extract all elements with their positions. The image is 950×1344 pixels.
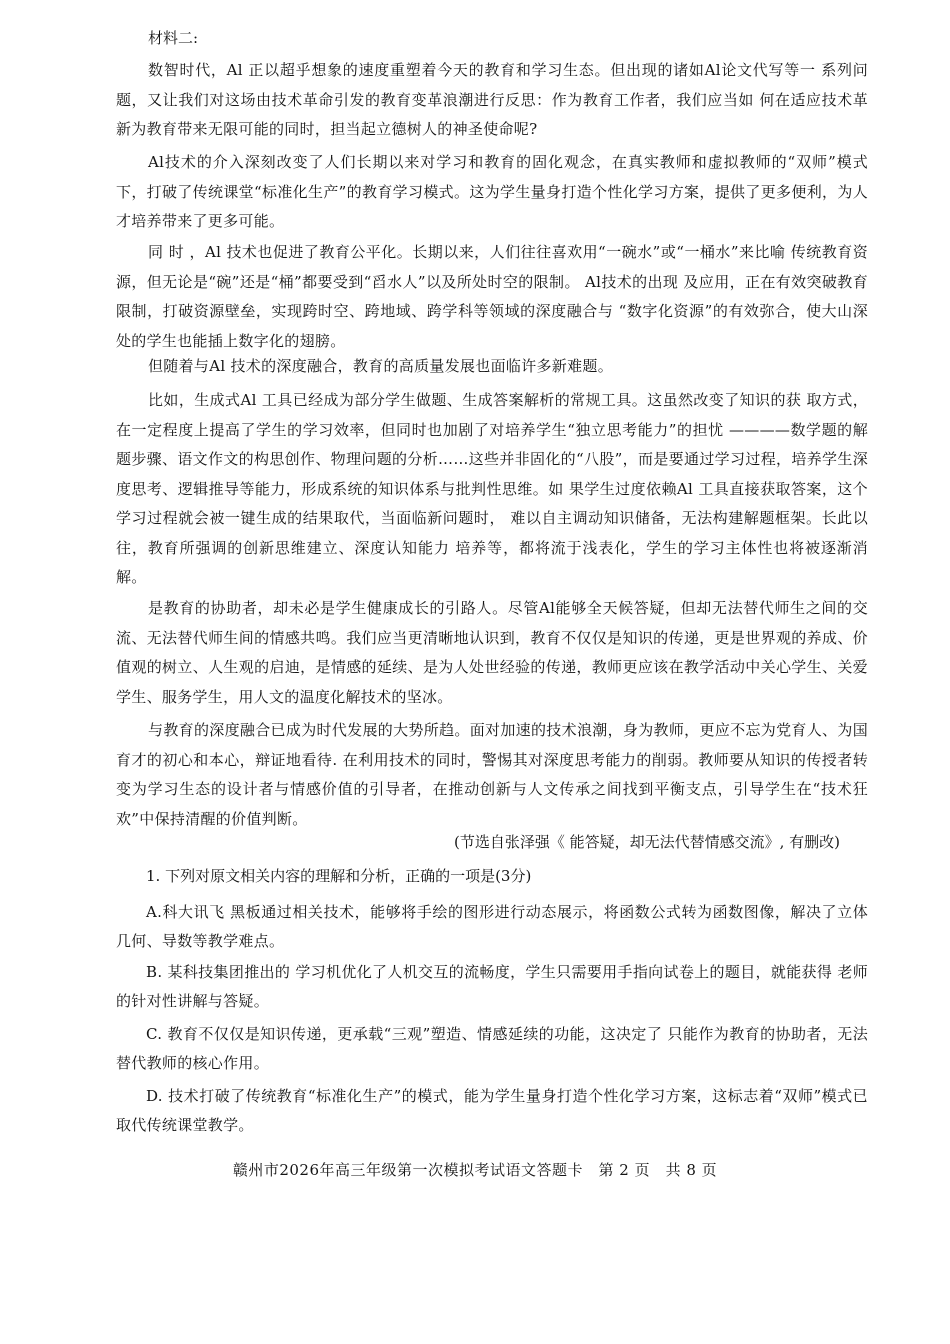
option-d: D. 技术打破了传统教育“标准化生产”的模式，能为学生量身打造个性化学习方案，这标志着“双师”模式已取代传统课堂教学。 — [116, 1087, 868, 1134]
option-b: B. 某科技集团推出的 学习机优化了人机交互的流畅度，学生只需要用手指向试卷上的题目，就能获得 老师的针对性讲解与答疑。 — [116, 963, 868, 1010]
question-1-stem: 1. 下列对原文相关内容的理解和分析，正确的一项是(3分) — [146, 867, 532, 885]
paragraph-1: 数智时代，Al 正以超乎想象的速度重塑着今天的教育和学习生态。但出现的诸如Al论文代写等一 系列问题，又让我们对这场由技术革命引发的教育变革浪潮进行反思：作为教育工作者，我们应当如 何在适应技术革新为教育带来无限可能的同时，担当起立德树人的神圣使命呢? — [116, 61, 868, 138]
paragraph-7: 与教育的深度融合已成为时代发展的大势所趋。面对加速的技术浪潮，身为教师，更应不忘为党育人、为国育才的初心和本心，辩证地看待. 在利用技术的同时，警惕其对深度思考能力的削弱。教师要从知识的传授者转变为学习生态的设计者与情感价值的引导者，在推动创新与人文传承之间找到平衡支点，引导学生在“技术狂欢”中保持清醒的价值判断。 — [116, 721, 868, 828]
option-a: A.科大讯飞 黑板通过相关技术，能够将手绘的图形进行动态展示，将函数公式转为函数图像，解决了立体几何、导数等教学难点。 — [116, 903, 868, 950]
paragraph-2: Al技术的介入深刻改变了人们长期以来对学习和教育的固化观念，在真实教师和虚拟教师的“双师”模式下，打破了传统课堂“标准化生产”的教育学习模式。这为学生量身打造个性化学习方案，提供了更多便利，为人才培养带来了更多可能。 — [116, 153, 868, 230]
paragraph-6: 是教育的协助者，却未必是学生健康成长的引路人。尽管Al能够全天候答疑，但却无法替代师生之间的交流、无法替代师生间的情感共鸣。我们应当更清晰地认识到，教育不仅仅是知识的传递，更是世界观的养成、价值观的树立、人生观的启迪，是情感的延续、是为人处世经验的传递，教师更应该在教学活动中关心学生、关爱学生、服务学生，用人文的温度化解技术的坚冰。 — [116, 599, 868, 706]
paragraph-3: 同 时 ，Al 技术也促进了教育公平化。长期以来，人们往往喜欢用“一碗水”或“一桶水”来比喻 传统教育资源，但无论是“碗”还是“桶”都要受到“舀水人”以及所处时空的限制。 Al技术的出现 及应用，正在有效突破教育限制，打破资源壁垒，实现跨时空、跨地域、跨学科等领域的深度融合与 “数字化资源”的有效弥合，使大山深处的学生也能插上数字化的翅膀。 — [116, 243, 868, 350]
source-note: (节选自张泽强《 能答疑，却无法代替情感交流》, 有删改) — [453, 833, 840, 851]
paragraph-5: 比如，生成式Al 工具已经成为部分学生做题、生成答案解析的常规工具。这虽然改变了知识的获 取方式，在一定程度上提高了学生的学习效率，但同时也加剧了对培养学生“独立思考能力”的担忧 ————数学题的解题步骤、语文作文的构思创作、物理问题的分析……这些并非固化的“八股”，而是要通过学习过程，培养学生深度思考、逻辑推导等能力，形成系统的知识体系与批判性思维。如 果学生过度依赖Al 工具直接获取答案，这个学习过程就会被一键生成的结果取代，当面临新问题时， 难以自主调动知识储备，无法构建解题框架。长此以往，教育所强调的创新思维建立、深度认知能力 培养等，都将流于浅表化，学生的学习主体性也将被逐渐消解。 — [116, 391, 868, 586]
paragraph-4: 但随着与Al 技术的深度融合，教育的高质量发展也面临许多新难题。 — [148, 357, 614, 375]
material-heading: 材料二: — [148, 29, 199, 47]
page-footer: 赣州市2026年高三年级第一次模拟考试语文答题卡 第 2 页 共 8 页 — [232, 1161, 718, 1179]
option-c: C. 教育不仅仅是知识传递，更承载“三观”塑造、情感延续的功能，这决定了 只能作为教育的协助者，无法替代教师的核心作用。 — [116, 1025, 868, 1072]
